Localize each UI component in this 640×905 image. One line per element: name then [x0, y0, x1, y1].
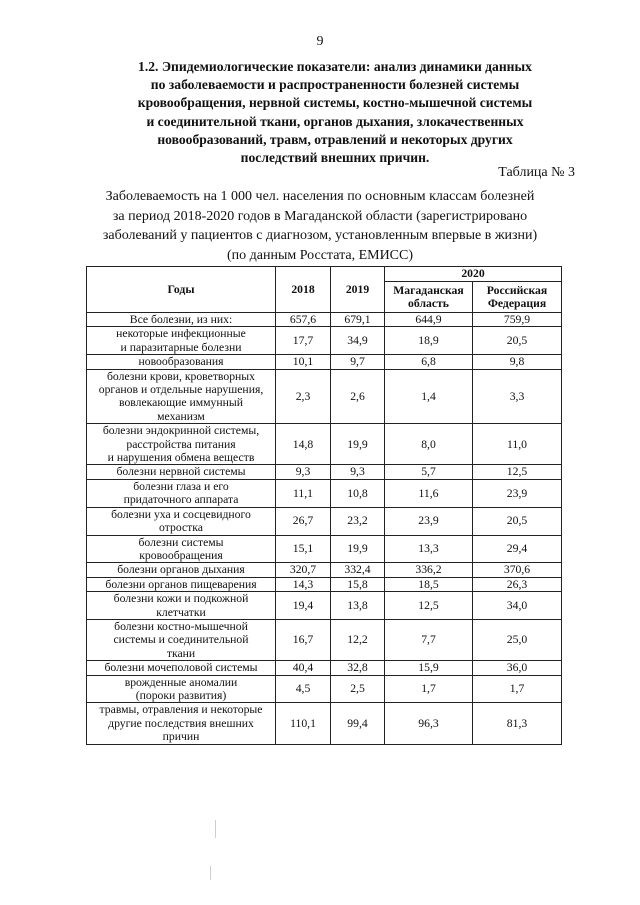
- value-2019-cell: 9,3: [331, 465, 385, 479]
- value-rf-2020-cell: 20,5: [473, 327, 562, 355]
- value-magadan-2020-cell: 18,9: [385, 327, 473, 355]
- header-line: Российская: [486, 283, 548, 297]
- value-2018-cell: 2,3: [276, 369, 331, 424]
- table-label: Таблица № 3: [498, 165, 575, 180]
- value-rf-2020-cell: 3,3: [473, 369, 562, 424]
- value-magadan-2020-cell: 1,7: [385, 675, 473, 703]
- disease-class-line: и нарушения обмена веществ: [107, 451, 255, 465]
- disease-class-cell: [87, 619, 276, 660]
- value-magadan-2020-cell: 644,9: [385, 313, 473, 327]
- value-2018-cell: 10,1: [276, 355, 331, 369]
- value-2019-cell: 13,8: [331, 592, 385, 620]
- caption-line: Заболеваемость на 1 000 чел. населения по основным классам болезней: [105, 189, 535, 204]
- value-2018-cell: 15,1: [276, 535, 331, 563]
- disease-class-line: болезни системы: [138, 535, 224, 549]
- value-2019-cell: 2,6: [331, 369, 385, 424]
- disease-class-line: ткани: [166, 646, 196, 660]
- value-2018-cell: 14,3: [276, 577, 331, 591]
- value-2018-cell: 26,7: [276, 507, 331, 535]
- table-row: [87, 507, 562, 535]
- table-row: [87, 703, 562, 744]
- value-rf-2020-cell: 25,0: [473, 619, 562, 660]
- value-magadan-2020-cell: 336,2: [385, 563, 473, 577]
- caption-line: заболеваний у пациентов с диагнозом, установленным впервые в жизни): [102, 228, 538, 243]
- table-row: [87, 661, 562, 675]
- value-2018-cell: 11,1: [276, 479, 331, 507]
- morbidity-table: [86, 266, 562, 745]
- disease-class-cell: [87, 369, 276, 424]
- disease-class-cell: [87, 577, 276, 591]
- table-header: [87, 267, 562, 313]
- value-2018-cell: 4,5: [276, 675, 331, 703]
- disease-class-cell: [87, 563, 276, 577]
- disease-class-line: органов и отдельные нарушения,: [98, 383, 264, 397]
- disease-class-line: новообразования: [138, 355, 224, 369]
- value-rf-2020-cell: 370,6: [473, 563, 562, 577]
- value-magadan-2020-cell: 23,9: [385, 507, 473, 535]
- disease-class-line: болезни уха и сосцевидного: [111, 507, 251, 521]
- table-row: [87, 479, 562, 507]
- table-row: [87, 563, 562, 577]
- disease-class-line: кровообращения: [139, 548, 223, 562]
- heading-line: 1.2. Эпидемиологические показатели: анализ динамики данных: [138, 59, 532, 74]
- table-row: [87, 592, 562, 620]
- value-rf-2020-cell: 26,3: [473, 577, 562, 591]
- disease-class-line: вовлекающие иммунный: [119, 396, 243, 410]
- disease-class-cell: [87, 424, 276, 465]
- table-row: [87, 355, 562, 369]
- value-2019-cell: 32,8: [331, 661, 385, 675]
- disease-class-line: причин: [162, 730, 200, 744]
- value-magadan-2020-cell: 12,5: [385, 592, 473, 620]
- disease-class-cell: [87, 507, 276, 535]
- header-years: Годы: [87, 267, 276, 313]
- table-row: [87, 327, 562, 355]
- value-2018-cell: 16,7: [276, 619, 331, 660]
- heading-line: кровообращения, нервной системы, костно-мышечной системы: [137, 95, 533, 111]
- value-2019-cell: 34,9: [331, 327, 385, 355]
- disease-class-line: придаточного аппарата: [123, 493, 239, 507]
- value-rf-2020-cell: 1,7: [473, 675, 562, 703]
- caption-line: за период 2018-2020 годов в Магаданской области (зарегистрировано: [112, 208, 528, 224]
- value-2018-cell: 110,1: [276, 703, 331, 744]
- value-2018-cell: 14,8: [276, 424, 331, 465]
- disease-class-cell: [87, 327, 276, 355]
- value-rf-2020-cell: 36,0: [473, 661, 562, 675]
- disease-class-cell: [87, 661, 276, 675]
- value-magadan-2020-cell: 15,9: [385, 661, 473, 675]
- disease-class-cell: [87, 592, 276, 620]
- value-magadan-2020-cell: 5,7: [385, 465, 473, 479]
- value-magadan-2020-cell: 96,3: [385, 703, 473, 744]
- value-2019-cell: 12,2: [331, 619, 385, 660]
- disease-class-line: Все болезни, из них:: [129, 313, 233, 326]
- disease-class-line: клетчатки: [156, 605, 206, 619]
- value-2018-cell: 657,6: [276, 313, 331, 327]
- disease-class-line: расстройства питания: [126, 437, 236, 451]
- value-magadan-2020-cell: 11,6: [385, 479, 473, 507]
- header-row: [87, 267, 562, 282]
- value-rf-2020-cell: 759,9: [473, 313, 562, 327]
- disease-class-line: врожденные аномалии: [124, 675, 238, 689]
- table-row: [87, 675, 562, 703]
- value-magadan-2020-cell: 13,3: [385, 535, 473, 563]
- disease-class-cell: [87, 313, 276, 327]
- section-heading: [100, 58, 570, 167]
- disease-class-line: болезни крови, кроветворных: [106, 369, 256, 383]
- header-line: Магаданская: [393, 283, 464, 297]
- scan-mark: [210, 866, 211, 880]
- disease-class-cell: [87, 703, 276, 744]
- header-line: область: [408, 297, 449, 310]
- table-row: [87, 369, 562, 424]
- disease-class-line: болезни костно-мышечной: [114, 619, 248, 633]
- disease-class-line: системы и соединительной: [113, 633, 249, 647]
- value-2018-cell: 19,4: [276, 592, 331, 620]
- heading-line: по заболеваемости и распространенности болезней системы: [150, 77, 520, 93]
- value-2019-cell: 10,8: [331, 479, 385, 507]
- caption-line: (по данным Росстата, ЕМИСС): [226, 247, 414, 263]
- disease-class-cell: [87, 479, 276, 507]
- table-row: [87, 535, 562, 563]
- header-russian-federation: [473, 282, 562, 313]
- disease-class-line: болезни эндокринной системы,: [102, 424, 260, 438]
- disease-class-cell: [87, 675, 276, 703]
- value-magadan-2020-cell: 8,0: [385, 424, 473, 465]
- value-magadan-2020-cell: 6,8: [385, 355, 473, 369]
- disease-class-line: (пороки развития): [135, 688, 227, 702]
- value-2019-cell: 9,7: [331, 355, 385, 369]
- disease-class-line: и паразитарные болезни: [120, 340, 242, 354]
- table-caption: [80, 187, 560, 265]
- page-number: 9: [316, 34, 324, 49]
- header-2019: 2019: [331, 267, 385, 313]
- value-2018-cell: 40,4: [276, 661, 331, 675]
- value-rf-2020-cell: 20,5: [473, 507, 562, 535]
- value-2019-cell: 19,9: [331, 424, 385, 465]
- disease-class-line: некоторые инфекционные: [116, 327, 246, 341]
- disease-class-line: отростка: [159, 521, 203, 535]
- value-2019-cell: 2,5: [331, 675, 385, 703]
- value-rf-2020-cell: 12,5: [473, 465, 562, 479]
- table-row: [87, 313, 562, 327]
- header-2018: 2018: [276, 267, 331, 313]
- disease-class-cell: [87, 465, 276, 479]
- table-row: [87, 465, 562, 479]
- heading-line: последствий внешних причин.: [240, 150, 430, 166]
- value-rf-2020-cell: 29,4: [473, 535, 562, 563]
- value-rf-2020-cell: 81,3: [473, 703, 562, 744]
- header-line: Федерация: [487, 297, 547, 310]
- value-rf-2020-cell: 23,9: [473, 479, 562, 507]
- value-rf-2020-cell: 34,0: [473, 592, 562, 620]
- value-2019-cell: 332,4: [331, 563, 385, 577]
- value-magadan-2020-cell: 7,7: [385, 619, 473, 660]
- disease-class-line: болезни мочеполовой системы: [104, 661, 258, 675]
- table-row: [87, 619, 562, 660]
- value-2019-cell: 15,8: [331, 577, 385, 591]
- value-2019-cell: 679,1: [331, 313, 385, 327]
- value-2018-cell: 9,3: [276, 465, 331, 479]
- table-body: [87, 313, 562, 745]
- disease-class-line: болезни глаза и его: [133, 479, 229, 493]
- header-2020: 2020: [385, 267, 562, 282]
- value-2019-cell: 19,9: [331, 535, 385, 563]
- disease-class-line: болезни органов дыхания: [117, 563, 245, 577]
- disease-class-cell: [87, 355, 276, 369]
- disease-class-line: болезни органов пищеварения: [105, 577, 257, 591]
- value-magadan-2020-cell: 1,4: [385, 369, 473, 424]
- value-2019-cell: 23,2: [331, 507, 385, 535]
- value-2018-cell: 320,7: [276, 563, 331, 577]
- disease-class-line: болезни нервной системы: [116, 465, 246, 479]
- table-row: [87, 577, 562, 591]
- heading-line: и соединительной ткани, органов дыхания, злокачественных: [146, 113, 524, 129]
- disease-class-line: другие последствия внешних: [108, 716, 254, 730]
- value-rf-2020-cell: 11,0: [473, 424, 562, 465]
- value-2018-cell: 17,7: [276, 327, 331, 355]
- value-2019-cell: 99,4: [331, 703, 385, 744]
- header-magadan-region: [385, 282, 473, 313]
- table-row: [87, 424, 562, 465]
- value-magadan-2020-cell: 18,5: [385, 577, 473, 591]
- value-rf-2020-cell: 9,8: [473, 355, 562, 369]
- scan-mark: [215, 820, 216, 838]
- disease-class-line: механизм: [157, 409, 205, 423]
- heading-line: новообразований, травм, отравлений и некоторых других: [157, 131, 513, 147]
- disease-class-cell: [87, 535, 276, 563]
- disease-class-line: болезни кожи и подкожной: [113, 592, 249, 606]
- disease-class-line: травмы, отравления и некоторые: [99, 703, 263, 717]
